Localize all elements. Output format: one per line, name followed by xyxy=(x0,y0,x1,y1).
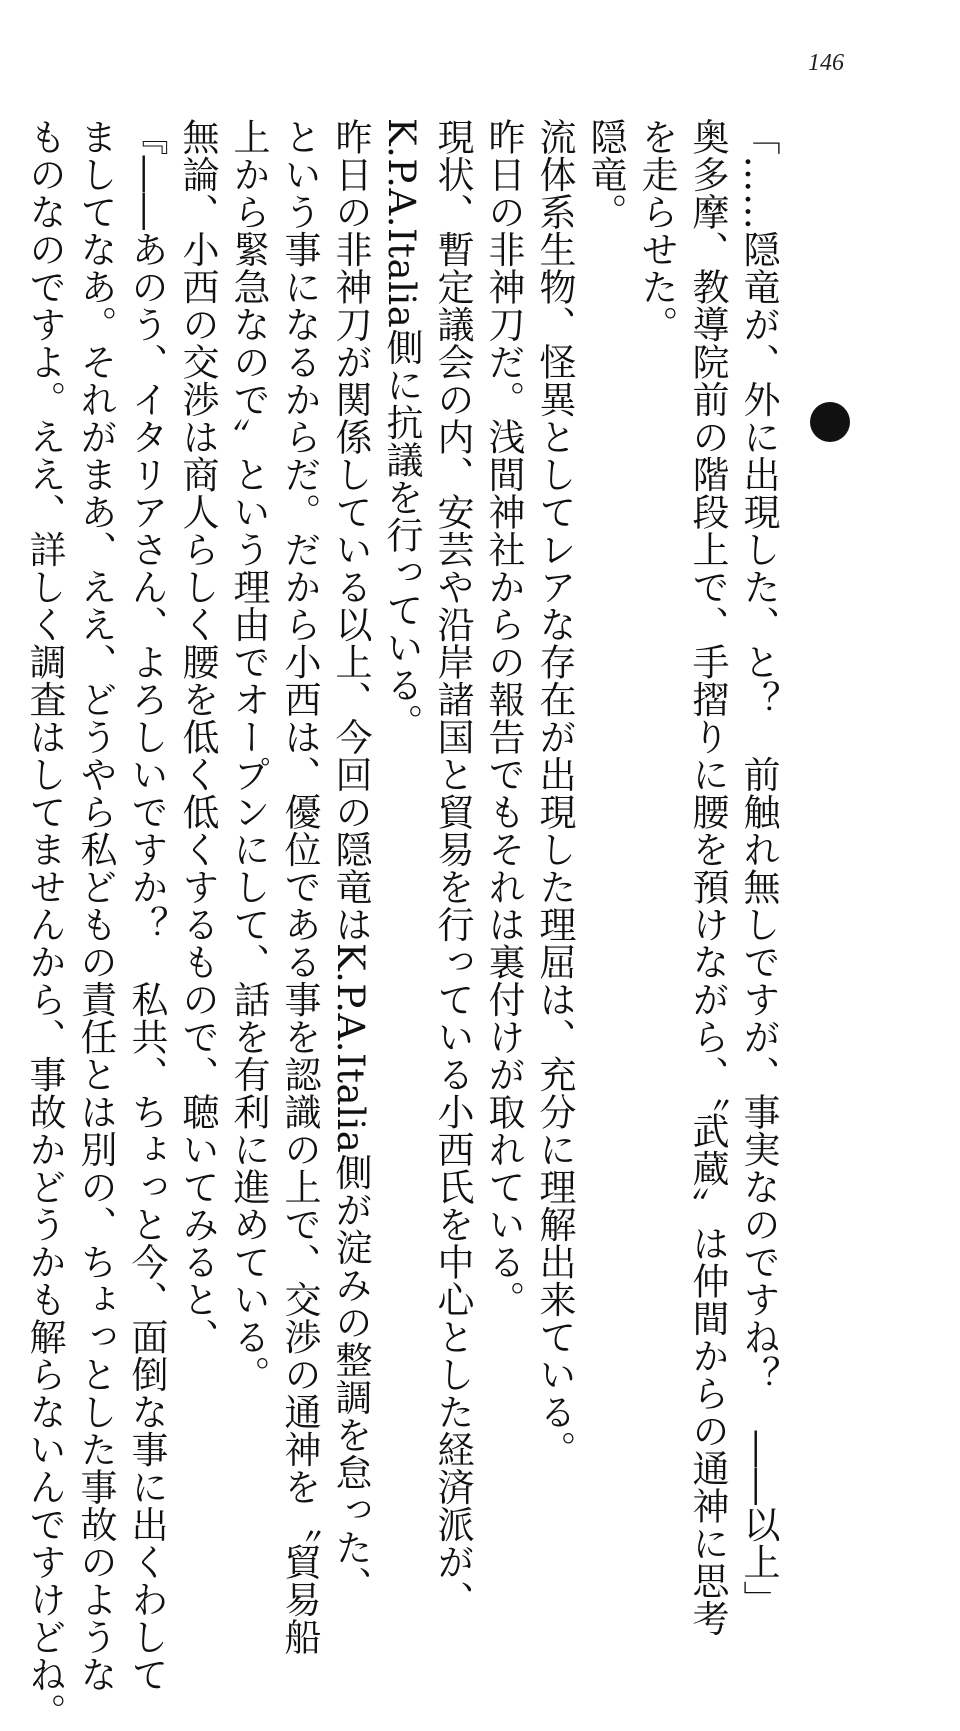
text-line: 昨日の非神刀だ。浅間神社からの報告でもそれは裏付けが取れている。 xyxy=(482,118,525,1318)
text-line: 「……隠竜が、外に出現した、と？ 前触れ無しですが、事実なのですね？ ――以上」 xyxy=(737,118,780,1618)
text-line: という事になるからだ。だから小西は、優位である事を認識の上で、交渉の通神を〝貿易船 xyxy=(278,118,321,1656)
text-line: ましてなあ。それがまあ、ええ、どうやら私どもの責任とは別の、ちょっとした事故のような xyxy=(74,118,117,1693)
text-line: 流体系生物、怪異としてレアな存在が出現した理屈は、充分に理解出来ている。 xyxy=(533,118,576,1468)
text-line: 『――あのう、イタリアさん、よろしいですか？ 私共、ちょっと今、面倒な事に出くわして xyxy=(125,118,168,1693)
text-line: 上から緊急なので〟という理由でオープンにして、話を有利に進めている。 xyxy=(227,118,270,1393)
text-line: ものなのですよ。ええ、詳しく調査はしてませんから、事故かどうかも解らないんですけどね。 xyxy=(23,118,66,1731)
page-number: 146 xyxy=(808,50,844,76)
text-line: 現状、暫定議会の内、安芸や沿岸諸国と貿易を行っている小西氏を中心とした経済派が、 xyxy=(431,118,474,1618)
novel-text xyxy=(19,118,784,1731)
text-line: を走らせた。 xyxy=(635,118,678,343)
text-line: 隠竜。 xyxy=(584,118,627,231)
text-line: 昨日の非神刀が関係している以上、今回の隠竜はK.P.A.Italia側が淀みの整調を怠った、 xyxy=(329,118,372,1604)
text-line: 奥多摩、教導院前の階段上で、手摺りに腰を預けながら、〝武蔵〟は仲間からの通神に思考 xyxy=(686,118,729,1637)
text-line: 無論、小西の交渉は商人らしく腰を低く低くするもので、聴いてみると、 xyxy=(176,118,219,1356)
text-line: K.P.A.Italia側に抗議を行っている。 xyxy=(380,118,423,741)
bullet-mark xyxy=(810,402,850,442)
